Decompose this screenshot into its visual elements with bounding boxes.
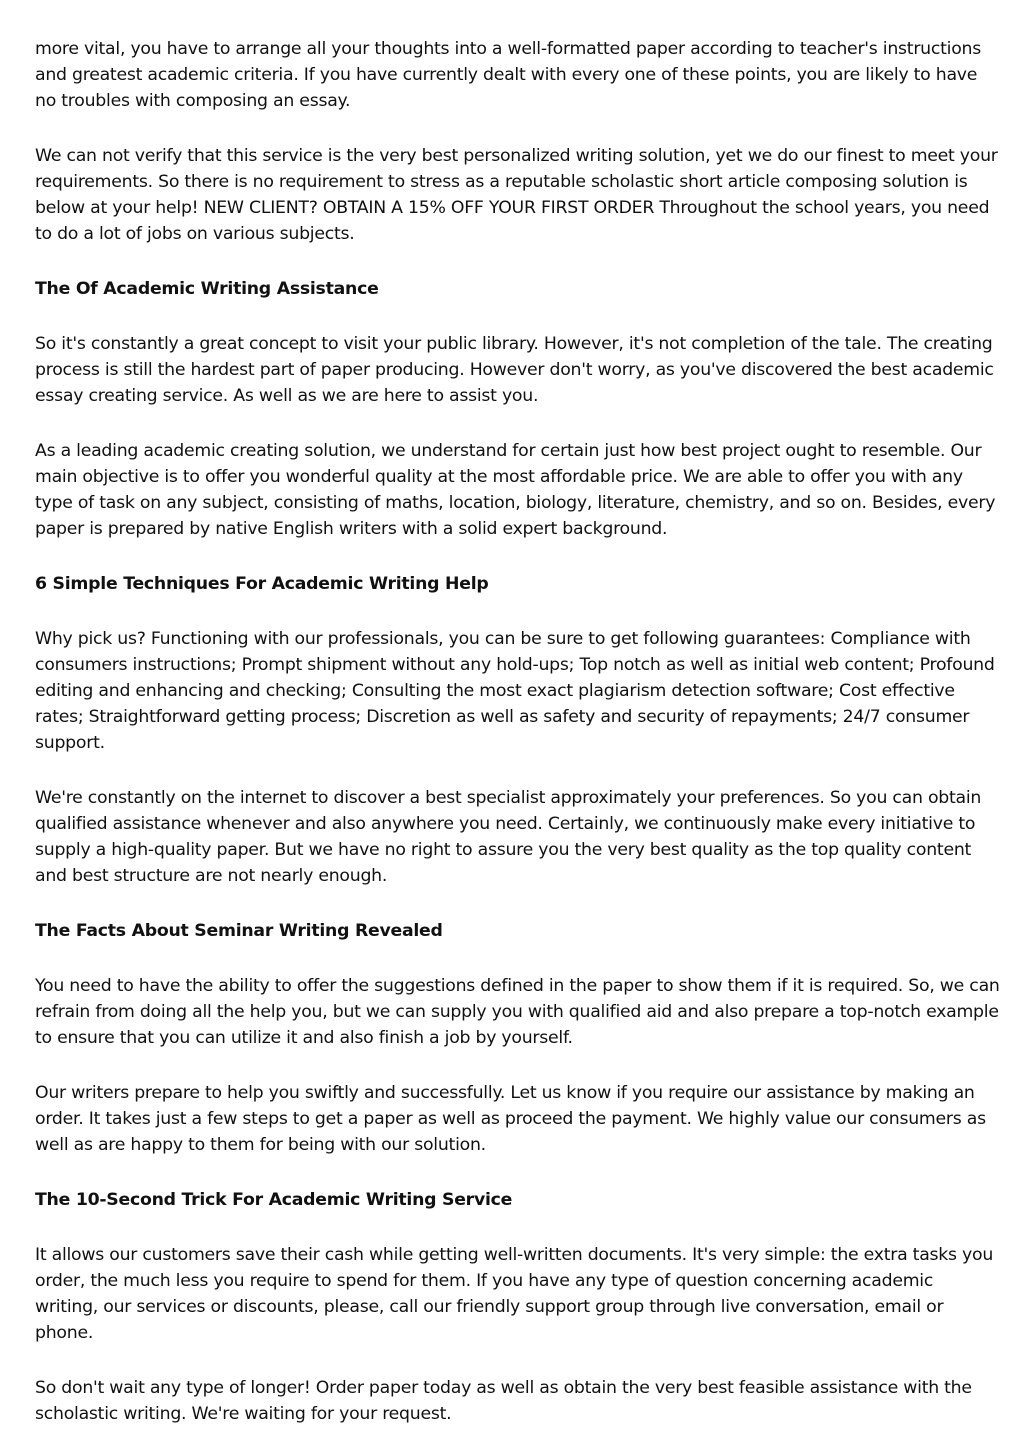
paragraph-public-library: So it's constantly a great concept to visit your public library. However, it's not completion of the tale. The creating process is still the hardest part of paper producing. However don't worry, as you've discovered the best academic essay creating service. As well as we are here to assist you. — [35, 334, 994, 406]
paragraph-customers-save: It allows our customers save their cash while getting well-written documents. It's very simple: the extra tasks you order, the much less you require to spend for them. If you have any type of question concerning academic writing, our services or discounts, please, call our friendly support group through live conversation, email or phone. — [35, 1245, 994, 1343]
document-page — [35, 36, 1000, 1456]
paragraph-intro-continuation: more vital, you have to arrange all your thoughts into a well-formatted paper according to teacher's instructions and greatest academic criteria. If you have currently dealt with every one of these points, you are likely to have no troubles with composing an essay. — [35, 39, 981, 111]
paragraph-why-pick-us: Why pick us? Functioning with our professionals, you can be sure to get following guarantees: Compliance with consumers instructions; Prompt shipment without any hold-ups; Top notch as well as initial web content; Profound editing and enhancing and checking; Consulting the most exact plagiarism detection software; Cost effective rates; Straightforward getting process; Discretion as well as safety and security of repayments; 24/7 consumer support. — [35, 629, 995, 753]
paragraph-leading-solution: As a leading academic creating solution, we understand for certain just how best project ought to resemble. Our main objective is to offer you wonderful quality at the most affordable price. We are able to offer you with any type of task on any subject, consisting of maths, location, biology, literature, chemistry, and so on. Besides, every paper is prepared by native English writers with a solid expert background. — [35, 441, 996, 539]
paragraph-dont-wait: So don't wait any type of longer! Order paper today as well as obtain the very best feasible assistance with the scholastic writing. We're waiting for your request. — [35, 1378, 972, 1424]
heading-academic-writing-assistance: The Of Academic Writing Assistance — [35, 279, 379, 299]
heading-simple-techniques: 6 Simple Techniques For Academic Writing Help — [35, 574, 489, 594]
paragraph-always-online: We're constantly on the internet to discover a best specialist approximately your preferences. So you can obtain qualified assistance whenever and also anywhere you need. Certainly, we continuously make every initiative to supply a high-quality paper. But we have no right to assure you the very best quality as the top quality content and best structure are not nearly enough. — [35, 788, 982, 886]
heading-seminar-writing: The Facts About Seminar Writing Revealed — [35, 921, 443, 941]
paragraph-our-writers: Our writers prepare to help you swiftly and successfully. Let us know if you require our assistance by making an order. It takes just a few steps to get a paper as well as proceed the payment. We highly value our consumers as well as are happy to them for being with our solution. — [35, 1083, 986, 1155]
paragraph-offer-suggestions: You need to have the ability to offer the suggestions defined in the paper to show them if it is required. So, we can refrain from doing all the help you, but we can supply you with qualified aid and also prepare a top-notch example to ensure that you can utilize it and also finish a job by yourself. — [35, 976, 1000, 1048]
heading-ten-second-trick: The 10-Second Trick For Academic Writing Service — [35, 1190, 513, 1210]
paragraph-service-verification: We can not verify that this service is the very best personalized writing solution, yet we do our finest to meet your requirements. So there is no requirement to stress as a reputable scholastic short article composing solution is below at your help! NEW CLIENT? OBTAIN A 15% OFF YOUR FIRST ORDER Throughout the school years, you need to do a lot of jobs on various subjects. — [35, 146, 998, 244]
